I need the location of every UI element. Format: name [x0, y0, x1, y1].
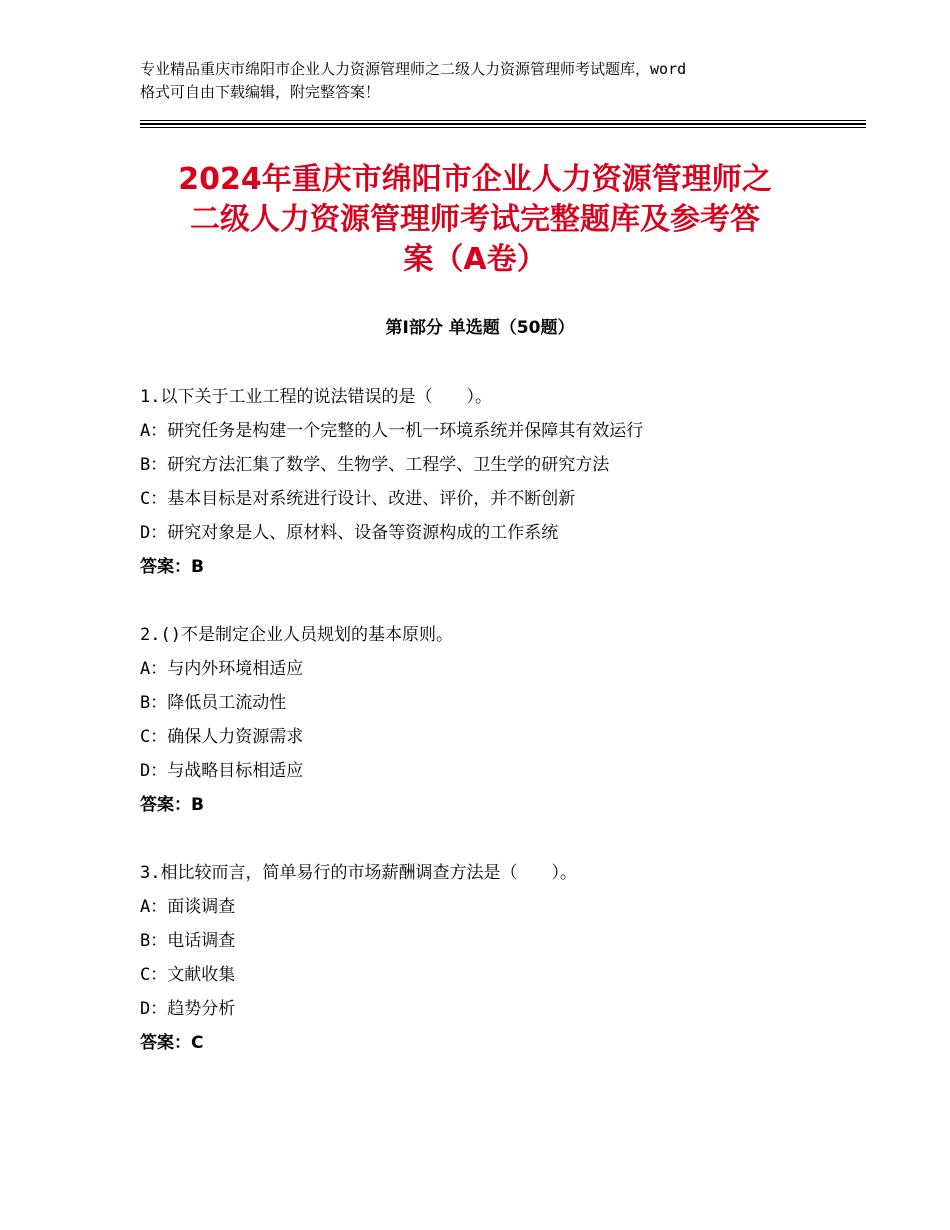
header-note-line: 格式可自由下载编辑，附完整答案！ — [140, 83, 381, 101]
answer-label: 答案：B — [140, 795, 204, 815]
answer-label: 答案：C — [140, 1033, 204, 1053]
option-d: D：趋势分析 — [140, 999, 236, 1019]
header-divider — [140, 127, 866, 128]
option-b: B：研究方法汇集了数学、生物学、工程学、卫生学的研究方法 — [140, 455, 610, 475]
option-a: A：研究任务是构建一个完整的人一机一环境系统并保障其有效运行 — [140, 421, 644, 441]
question-2 — [140, 618, 840, 822]
document-title-line: 2024年重庆市绵阳市企业人力资源管理师之 — [178, 162, 772, 197]
question-3 — [140, 856, 840, 1060]
option-c: C：文献收集 — [140, 965, 236, 985]
document-title — [130, 160, 820, 280]
option-d: D：与战略目标相适应 — [140, 761, 304, 781]
question-stem: 3.相比较而言，简单易行的市场薪酬调查方法是（ ）。 — [140, 863, 577, 883]
document-title-line: 二级人力资源管理师考试完整题库及参考答 — [190, 202, 760, 237]
option-a: A：与内外环境相适应 — [140, 659, 304, 679]
option-c: C：基本目标是对系统进行设计、改进、评价，并不断创新 — [140, 489, 576, 509]
section-title: 第Ⅰ部分 单选题（50题） — [385, 318, 575, 338]
question-stem: 2.()不是制定企业人员规划的基本原则。 — [140, 625, 453, 645]
question-1 — [140, 380, 840, 584]
answer-label: 答案：B — [140, 557, 204, 577]
option-b: B：降低员工流动性 — [140, 693, 287, 713]
header-note-line: 专业精品重庆市绵阳市企业人力资源管理师之二级人力资源管理师考试题库，word — [140, 60, 687, 78]
header-note — [140, 58, 820, 104]
question-stem: 1.以下关于工业工程的说法错误的是（ ）。 — [140, 387, 492, 407]
header-divider — [140, 120, 866, 121]
option-d: D：研究对象是人、原材料、设备等资源构成的工作系统 — [140, 523, 559, 543]
option-b: B：电话调查 — [140, 931, 236, 951]
option-c: C：确保人力资源需求 — [140, 727, 304, 747]
question-list — [140, 380, 840, 1094]
document-title-line: 案（A卷） — [403, 242, 547, 277]
header-divider — [140, 123, 866, 125]
option-a: A：面谈调查 — [140, 897, 236, 917]
